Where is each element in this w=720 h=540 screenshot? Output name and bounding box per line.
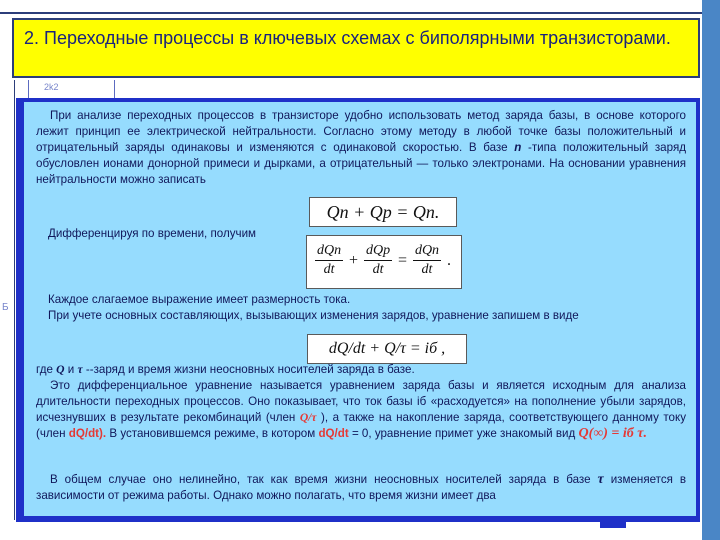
para2-qt: Q/τ [299, 411, 317, 424]
intro-text: При анализе переходных процессов в транзисторе удобно использовать метод заряда базы, в основе которого лежит принцип ее электрической нейтральности. Согласно этому методу в любой точке базы положительный и отрицательный заряды одинаковы и изменяются с одинаковой скоростью. В базе [36, 109, 686, 154]
para2-a: Это дифференциальное уравнение называется уравнением заряда базы и является исходным для анализа длительности переходных процессов. Оно показывает, что ток базы iб «расходуется» на пополнение убыли зарядов, исчезнувших в результате рекомбинаций (член [36, 379, 686, 424]
diff-text: Дифференцируя по времени, получим [48, 227, 257, 240]
frac-dqr-num: dQр [364, 242, 392, 261]
para2-steady: Q(∞) = iб τ. [578, 426, 647, 441]
formula-charge: dQ/dt + Q/τ = iб , [307, 334, 467, 364]
para2-dq: dQ/dt). [68, 427, 107, 440]
paragraph-equation [36, 378, 686, 442]
op-dot: . [446, 251, 451, 269]
where-q: Q [56, 363, 65, 376]
paragraph-nonlinear [36, 472, 686, 504]
where-line [36, 362, 415, 378]
slide-tag: 2k2 [44, 82, 59, 92]
where-tau: τ [77, 363, 83, 376]
frac-dqr-den: dt [372, 262, 384, 277]
dimension-text: Каждое слагаемое выражение имеет размерность тока. [48, 293, 351, 306]
frac-dqn-den: dt [421, 262, 433, 277]
paragraph-intro [36, 108, 686, 188]
para2-b: ), а также на накопление заряда, соответствующего данному току (член [36, 411, 686, 440]
slide-title: 2. Переходные процессы в ключевых схемах с биполярными транзисторами. [24, 28, 671, 48]
slide-header [12, 18, 700, 78]
formula-neutrality: Qп + Qр = Qn. [309, 197, 457, 227]
right-stripe [702, 0, 720, 540]
content-inner [24, 102, 696, 516]
where-rest: --заряд и время жизни неосновных носителей заряда в базе. [85, 363, 415, 376]
op-eq: = [398, 251, 408, 269]
para2-c: В установившемся режиме, в котором [109, 427, 316, 440]
content-panel [16, 98, 700, 522]
para2-dqdt: dQ/dt [318, 427, 349, 440]
frac-dqp-den: dt [323, 262, 335, 277]
side-mark: Б [2, 302, 9, 313]
para3-b: изменяется в зависимости от режима работы. Однако можно полагать, что время жизни имеет два [36, 473, 687, 502]
left-rule [14, 80, 15, 520]
op-plus: + [349, 251, 359, 269]
frac-dqr [364, 242, 392, 279]
where-a: где [36, 363, 53, 376]
para2-d: = 0, уравнение примет уже знакомый вид [351, 427, 576, 440]
main-eq-text: При учете основных составляющих, вызывающих изменения зарядов, уравнение запишем в виде [48, 309, 579, 322]
para3-tau: τ [597, 472, 604, 487]
intro-rest: -типа положительный заряд обусловлен ионами донорной примеси и дырками, а отрицательный — только электронами. На основании уравнения нейтральности можно записать [36, 141, 686, 186]
frac-dqp-num: dQп [315, 242, 343, 261]
frac-dqn [413, 242, 441, 279]
frac-dqn-num: dQn [413, 242, 441, 261]
where-and: и [67, 363, 75, 376]
top-rule [0, 12, 720, 14]
frac-dqp [315, 242, 343, 279]
formula-derivative [306, 235, 462, 289]
para3-a: В общем случае оно нелинейно, так как время жизни неосновных носителей заряда в базе [50, 473, 591, 486]
intro-n: n [514, 141, 522, 154]
footer-marker [600, 518, 626, 528]
